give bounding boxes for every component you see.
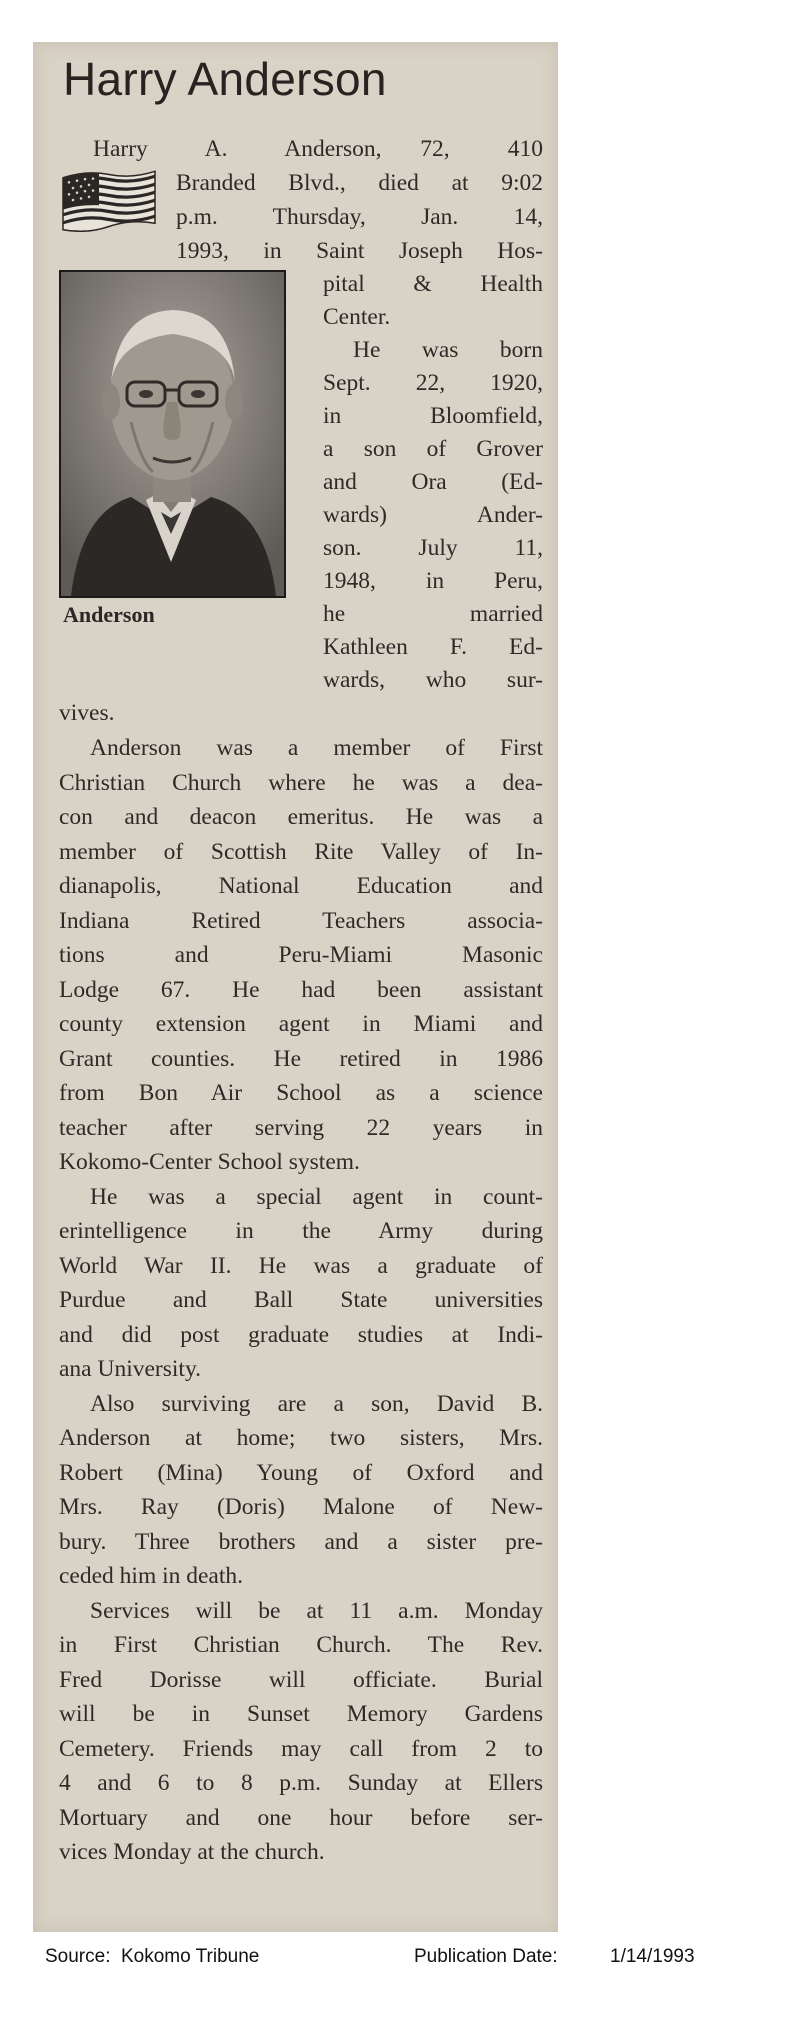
text-line: erintelligence in the Army during [59,1218,543,1244]
text-line: Mortuary and one hour before ser- [59,1804,543,1831]
text-line: from Bon Air School as a science [59,1080,543,1106]
source-footer [0,1946,805,1976]
text-line: Kokomo-Center School system. [59,1149,360,1175]
text-line: tions and Peru-Miami Masonic [59,942,543,968]
text-line: Branded Blvd., died at 9:02 [176,170,543,196]
text-line: con and deacon emeritus. He was a [59,804,543,830]
text-line: Fred Dorisse will officiate. Burial [59,1666,543,1693]
publication-date-value: 1/14/1993 [610,1946,695,1967]
text-line: son. July 11, [323,535,543,561]
text-line: Robert (Mina) Young of Oxford and [59,1459,543,1486]
text-line: Also surviving are a son, David B. [90,1390,543,1417]
text-line: Services will be at 11 a.m. Monday [90,1597,543,1624]
text-line: Christian Church where he was a dea- [59,769,543,796]
text-line: in First Christian Church. The Rev. [59,1632,543,1658]
source-label: Source: [45,1946,111,1967]
obituary-headline: Harry Anderson [63,53,387,105]
text-line: He was a special agent in count- [90,1183,543,1210]
text-line: Indiana Retired Teachers associa- [59,907,543,934]
text-line: World War II. He was a graduate of [59,1252,543,1279]
text-line: 1948, in Peru, [323,568,543,594]
text-line: Kathleen F. Ed- [323,634,543,660]
text-line: Purdue and Ball State universities [59,1287,543,1313]
text-line: pital & Health [323,271,543,297]
text-line: will be in Sunset Memory Gardens [59,1701,543,1727]
publication-date-label: Publication Date: [414,1946,558,1967]
text-line: teacher after serving 22 years in [59,1114,543,1141]
text-line: Lodge 67. He had been assistant [59,976,543,1003]
text-line: Harry A. Anderson, 72, 410 [93,136,543,162]
text-line: he married [323,601,543,627]
text-line: Grant counties. He retired in 1986 [59,1045,543,1072]
text-line: p.m. Thursday, Jan. 14, [176,204,543,230]
text-line: Anderson at home; two sisters, Mrs. [59,1425,543,1451]
text-line: 4 and 6 to 8 p.m. Sunday at Ellers [59,1770,543,1796]
text-line: in Bloomfield, [323,403,543,429]
text-line: bury. Three brothers and a sister pre- [59,1528,543,1555]
text-line: and did post graduate studies at Indi- [59,1321,543,1348]
text-line: Cemetery. Friends may call from 2 to [59,1735,543,1762]
text-line: Mrs. Ray (Doris) Malone of New- [59,1494,543,1520]
text-line: and Ora (Ed- [323,469,543,495]
text-line: Anderson was a member of First [90,735,543,761]
text-line: ana University. [59,1356,202,1382]
text-line: a son of Grover [323,436,543,462]
obituary-text [33,42,558,1932]
text-line: wards, who sur- [323,667,543,693]
text-line: wards) Ander- [323,502,543,528]
obituary-clipping [33,42,558,1932]
text-line: 1993, in Saint Joseph Hos- [176,238,543,264]
text-line: dianapolis, National Education and [59,873,543,899]
text-line: vives. [59,700,115,726]
text-line: ceded him in death. [59,1563,244,1589]
text-line: Center. [323,304,391,330]
text-line: Sept. 22, 1920, [323,370,543,396]
text-line: member of Scottish Rite Valley of In- [59,838,543,865]
text-line: He was born [353,337,543,363]
text-line: county extension agent in Miami and [59,1011,543,1037]
photo-caption: Anderson [63,602,155,627]
text-line: vices Monday at the church. [59,1839,325,1865]
source-value: Kokomo Tribune [121,1946,260,1967]
